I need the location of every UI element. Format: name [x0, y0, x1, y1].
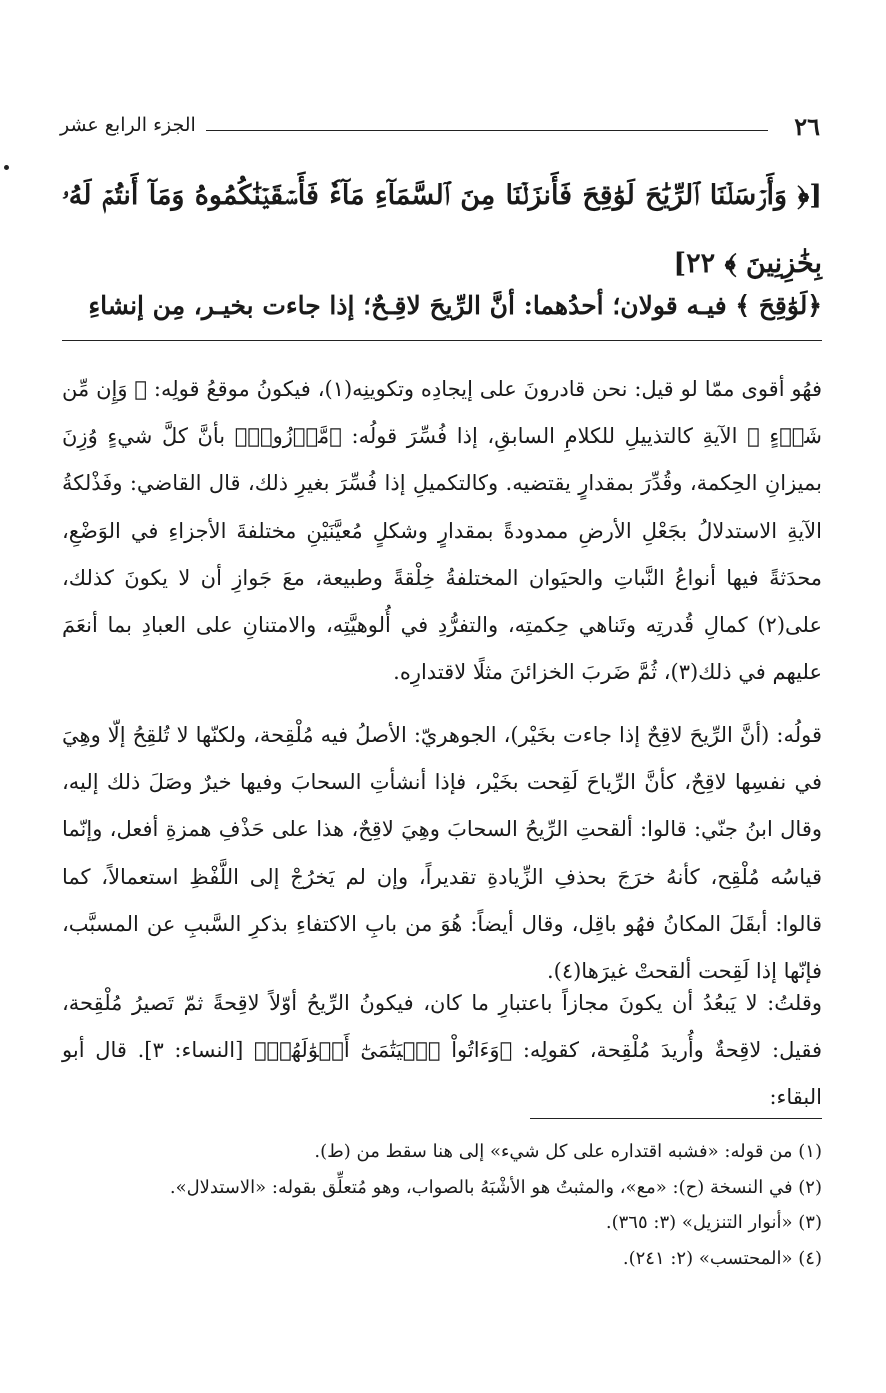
quran-verse: [﴿ وَأَرۡسَلۡنَا ٱلرِّيَٰحَ لَوَٰقِحَ فَأَنزَلۡنَا مِنَ ٱلسَّمَآءِ مَآءٗ فَأَسۡقَيۡنَٰكُمُوهُ وَمَآ أَنتُمۡ لَهُۥ بِخَٰزِنِينَ ﴾ ٢٢] — [62, 180, 822, 279]
running-head: الجزء الرابع عشر — [60, 114, 196, 136]
commentary-entry: ﴿لَوَٰقِحَ ﴾ فيـه قولان؛ أحدُهما: أنَّ الرِّيحَ لاقِـحٌ؛ إذا جاءت بخيـر، مِن إنشاءِ — [88, 291, 822, 320]
header-rule — [206, 130, 768, 131]
page-number: ٢٦ — [794, 112, 820, 141]
footnote: (٢) في النسخة (ح): «مع»، والمثبتُ هو الأشْبَهُ بالصواب، وهو مُتعلِّق بقوله: «الاستدلال». — [169, 1176, 822, 1198]
margin-mark — [4, 165, 9, 170]
footnote: (١) من قوله: «فشبه اقتداره على كل شيء» إلى هنا سقط من (ط). — [314, 1141, 822, 1162]
footnote: (٣) «أنوار التنزيل» (٣: ٣٦٥). — [605, 1212, 822, 1233]
section-divider — [62, 340, 822, 341]
paragraph: فهُو أقوى ممّا لو قيل: نحن قادرونَ على إيجادِه وتكوينِه(١)، فيكونُ موقعُ قولِه: ﴿ وَإِن مِّن شَيۡءٍ ﴾ الآيةِ كالتذييلِ للكلامِ السابقِ، إذا فُسِّرَ قولُه: ﴿مَّوۡزُونٖ﴾ بأنَّ كلَّ شيءٍ وُزِنَ بميزانِ الحِكمة، وقُدِّرَ بمقدارٍ يقتضيه. وكالتكميلِ إذا فُسِّرَ بغيرِ ذلك، قال القاضي: وفَذْلكةُ الآيةِ الاستدلالُ بجَعْلِ الأرضِ ممدودةً بمقدارٍ وشكلٍ مُعيَّنَيْنِ مختلفةَ الأجزاءِ في الوَضْعِ، محدَثةً فيها أنواعُ النَّباتِ والحيَوان المختلفةُ خِلْقةً وطبيعة، معَ جَوازِ أن لا يكونَ كذلك، على(٢) كمالِ قُدرتِه وتَناهي حِكمتِه، والتفرُّدِ في أُلوهيَّتِه، والامتنانِ على العبادِ بما أنعَمَ عليهم في ذلك(٣)، ثُمَّ ضَربَ الخزائنَ مثلًا لاقتدارِه. — [62, 377, 822, 685]
paragraph: قولُه: (أنَّ الرِّيحَ لاقِحٌ إذا جاءت بخَيْر)، الجوهريّ: الأصلُ فيه مُلْقِحة، ولكنّها لا تُلقِحُ إلّا وهِيَ في نفسِها لاقِحٌ، كأنَّ الرِّياحَ لَقِحت بخَيْر، فإذا أنشأتِ السحابَ وفيها خيرٌ وصَلَ ذلك إليه، وقال ابنُ جنّي: قالوا: ألقحتِ الرِّيحُ السحابَ وهِيَ لاقِحٌ، هذا على حَذْفِ همزةِ أفعل، وإنّما قياسُه مُلْقِح، كأنهُ خرَجَ بحذفِ الزِّيادةِ تقديراً، وإن لم يَخرُجْ إلى اللَّفْظِ استعمالاً، كما قالوا: أبقَلَ المكانُ فهُو باقِل، وقال أيضاً: هُوَ من بابِ الاكتفاءِ بذكرِ السَّببِ عن المسبَّب، فإنّها إذا لَقِحت ألقحتْ غيرَها(٤). — [62, 723, 822, 984]
footnote: (٤) «المحتسب» (٢: ٢٤١). — [622, 1247, 822, 1269]
paragraph: وقلتُ: لا يَبعُدُ أن يكونَ مجازاً باعتبارِ ما كان، فيكونُ الرِّيحُ أوّلاً لاقِحةً ثمّ تَصيرُ مُلْقِحة، فقيل: لاقِحةٌ وأُريدَ مُلْقِحة، كقولِه: ﴿وَءَاتُواْ ٱلۡيَتَٰمَىٰٓ أَمۡوَٰلَهُمۡ﴾ [النساء: ٣]. قال أبو البقاء: — [62, 991, 822, 1110]
footnote-divider — [530, 1118, 822, 1119]
footnotes — [62, 1134, 822, 1276]
page-header — [60, 112, 820, 144]
